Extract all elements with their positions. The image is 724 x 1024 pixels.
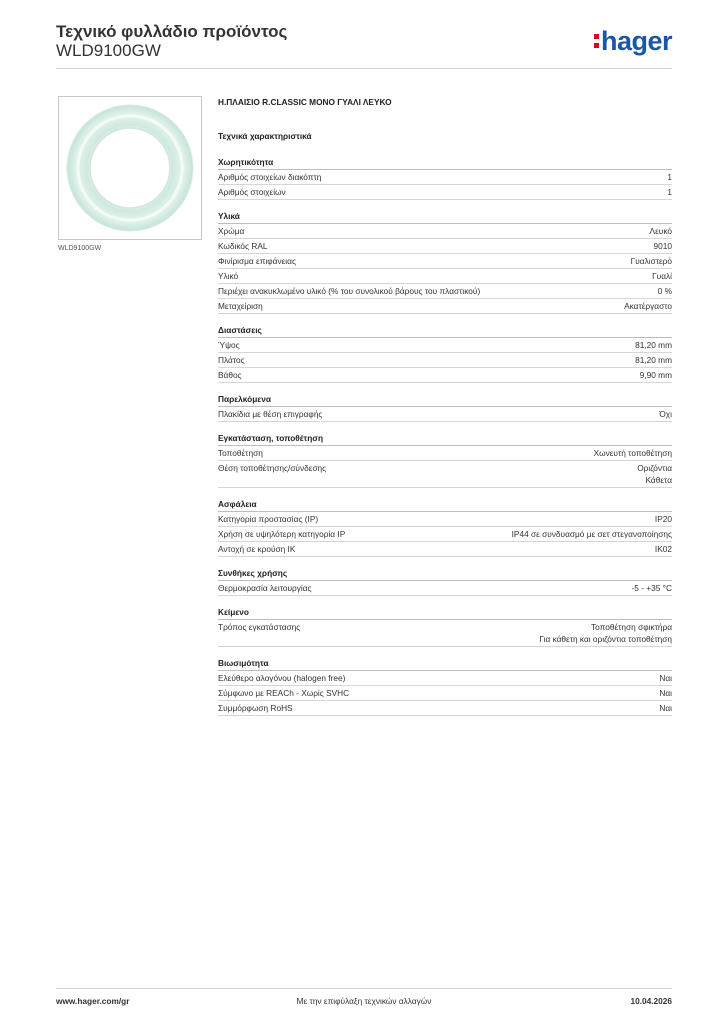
spec-label: Αριθμός στοιχείων xyxy=(218,187,286,197)
spec-row xyxy=(218,299,672,314)
spec-sections xyxy=(218,156,672,716)
spec-row xyxy=(218,368,672,383)
spec-value: Ναι xyxy=(659,688,672,698)
spec-label: Περιέχει ανακυκλωμένο υλικό (% του συνολικού βάρους του πλαστικού) xyxy=(218,286,481,296)
spec-section-title: Κείμενο xyxy=(218,606,672,620)
header-divider xyxy=(56,68,672,69)
spec-row xyxy=(218,224,672,239)
spec-content xyxy=(218,96,672,726)
spec-label: Συμμόρφωση RoHS xyxy=(218,703,293,713)
spec-label: Υλικό xyxy=(218,271,239,281)
logo-text: hager xyxy=(600,26,672,56)
spec-value: 9010 xyxy=(653,241,672,251)
spec-section xyxy=(218,393,672,422)
spec-label: Ελεύθερο αλογόνου (halogen free) xyxy=(218,673,346,683)
spec-label: Φινίρισμα επιφάνειας xyxy=(218,256,296,266)
spec-value: IP20 xyxy=(654,514,672,524)
spec-row xyxy=(218,512,672,527)
spec-label: Ύψος xyxy=(218,340,240,350)
spec-row xyxy=(218,527,672,542)
spec-value: IK02 xyxy=(654,544,672,554)
spec-row xyxy=(218,284,672,299)
document-subtitle: WLD9100GW xyxy=(56,41,161,60)
spec-label: Θερμοκρασία λειτουργίας xyxy=(218,583,312,593)
document-footer xyxy=(56,996,672,1010)
spec-section-title: Διαστάσεις xyxy=(218,324,672,338)
spec-section-title: Ασφάλεια xyxy=(218,498,672,512)
spec-row xyxy=(218,446,672,461)
spec-value: Τοποθέτηση σφικτήρα Για κάθετη και οριζόντια τοποθέτηση xyxy=(539,622,672,644)
logo-dots-icon xyxy=(594,26,599,56)
spec-label: Χρώμα xyxy=(218,226,245,236)
spec-label: Αντοχή σε κρούση IK xyxy=(218,544,296,554)
spec-row xyxy=(218,353,672,368)
spec-row xyxy=(218,338,672,353)
spec-value: IP44 σε συνδυασμό με σετ στεγανοποίησης xyxy=(511,529,672,539)
spec-section xyxy=(218,324,672,383)
hager-logo xyxy=(594,26,672,56)
spec-row xyxy=(218,701,672,716)
spec-value: Γυαλί xyxy=(652,271,672,281)
spec-section xyxy=(218,432,672,488)
spec-label: Αριθμός στοιχείων διακόπτη xyxy=(218,172,322,182)
spec-value: Οριζόντια Κάθετα xyxy=(637,463,672,485)
technical-characteristics-heading: Τεχνικά χαρακτηριστικά xyxy=(218,131,312,141)
spec-value: Χωνευτή τοποθέτηση xyxy=(593,448,672,458)
spec-section xyxy=(218,567,672,596)
spec-label: Τοποθέτηση xyxy=(218,448,263,458)
footer-note: Με την επιφύλαξη τεχνικών αλλαγών xyxy=(296,996,432,1006)
spec-label: Πλάτος xyxy=(218,355,245,365)
spec-section xyxy=(218,606,672,647)
spec-label: Κατηγορία προστασίας (IP) xyxy=(218,514,319,524)
spec-value: 81,20 mm xyxy=(635,340,672,350)
spec-value: 81,20 mm xyxy=(635,355,672,365)
document-title: Τεχνικό φυλλάδιο προϊόντος xyxy=(56,22,288,41)
spec-section-title: Συνθήκες χρήσης xyxy=(218,567,672,581)
spec-value: Λευκό xyxy=(649,226,672,236)
spec-row xyxy=(218,269,672,284)
spec-section-title: Βιωσιμότητα xyxy=(218,657,672,671)
product-name: Η.ΠΛΑΙΣΙΟ R.CLASSIC ΜΟΝΟ ΓΥΑΛΙ ΛΕΥΚΟ xyxy=(218,97,392,107)
product-frame-ring-icon xyxy=(66,104,194,232)
footer-date: 10.04.2026 xyxy=(630,996,672,1006)
spec-label: Τρόπος εγκατάστασης xyxy=(218,622,301,632)
product-image-caption: WLD9100GW xyxy=(58,245,102,252)
spec-section-title: Παρελκόμενα xyxy=(218,393,672,407)
product-image xyxy=(58,96,202,240)
spec-row xyxy=(218,254,672,269)
spec-label: Χρήση σε υψηλότερη κατηγορία IP xyxy=(218,529,346,539)
spec-value: Ναι xyxy=(659,673,672,683)
spec-label: Μεταχείριση xyxy=(218,301,263,311)
spec-section xyxy=(218,657,672,716)
spec-section xyxy=(218,210,672,314)
spec-value: Ακατέργαστο xyxy=(624,301,672,311)
spec-section xyxy=(218,156,672,200)
document-header xyxy=(56,22,672,68)
spec-row xyxy=(218,170,672,185)
spec-value: 9,90 mm xyxy=(639,370,672,380)
spec-row xyxy=(218,581,672,596)
spec-row xyxy=(218,407,672,422)
spec-row xyxy=(218,185,672,200)
spec-label: Πλακίδια με θέση επιγραφής xyxy=(218,409,323,419)
spec-value: 1 xyxy=(667,187,672,197)
spec-row xyxy=(218,620,672,647)
footer-divider xyxy=(56,988,672,989)
spec-label: Βάθος xyxy=(218,370,242,380)
spec-row xyxy=(218,542,672,557)
spec-label: Κωδικός RAL xyxy=(218,241,268,251)
spec-row xyxy=(218,686,672,701)
spec-value: Ναι xyxy=(659,703,672,713)
spec-section-title: Υλικά xyxy=(218,210,672,224)
spec-section xyxy=(218,498,672,557)
spec-value: -5 - +35 °C xyxy=(631,583,672,593)
spec-value: 0 % xyxy=(657,286,672,296)
spec-value: Γυαλιστερό xyxy=(630,256,672,266)
spec-value: Όχι xyxy=(659,409,672,419)
spec-label: Σύμφωνο με REACh - Χωρίς SVHC xyxy=(218,688,350,698)
footer-url[interactable]: www.hager.com/gr xyxy=(56,996,130,1006)
spec-row xyxy=(218,461,672,488)
spec-section-title: Χωρητικότητα xyxy=(218,156,672,170)
spec-section-title: Εγκατάσταση, τοποθέτηση xyxy=(218,432,672,446)
spec-label: Θέση τοποθέτησης/σύνδεσης xyxy=(218,463,327,473)
spec-row xyxy=(218,239,672,254)
spec-value: 1 xyxy=(667,172,672,182)
spec-row xyxy=(218,671,672,686)
